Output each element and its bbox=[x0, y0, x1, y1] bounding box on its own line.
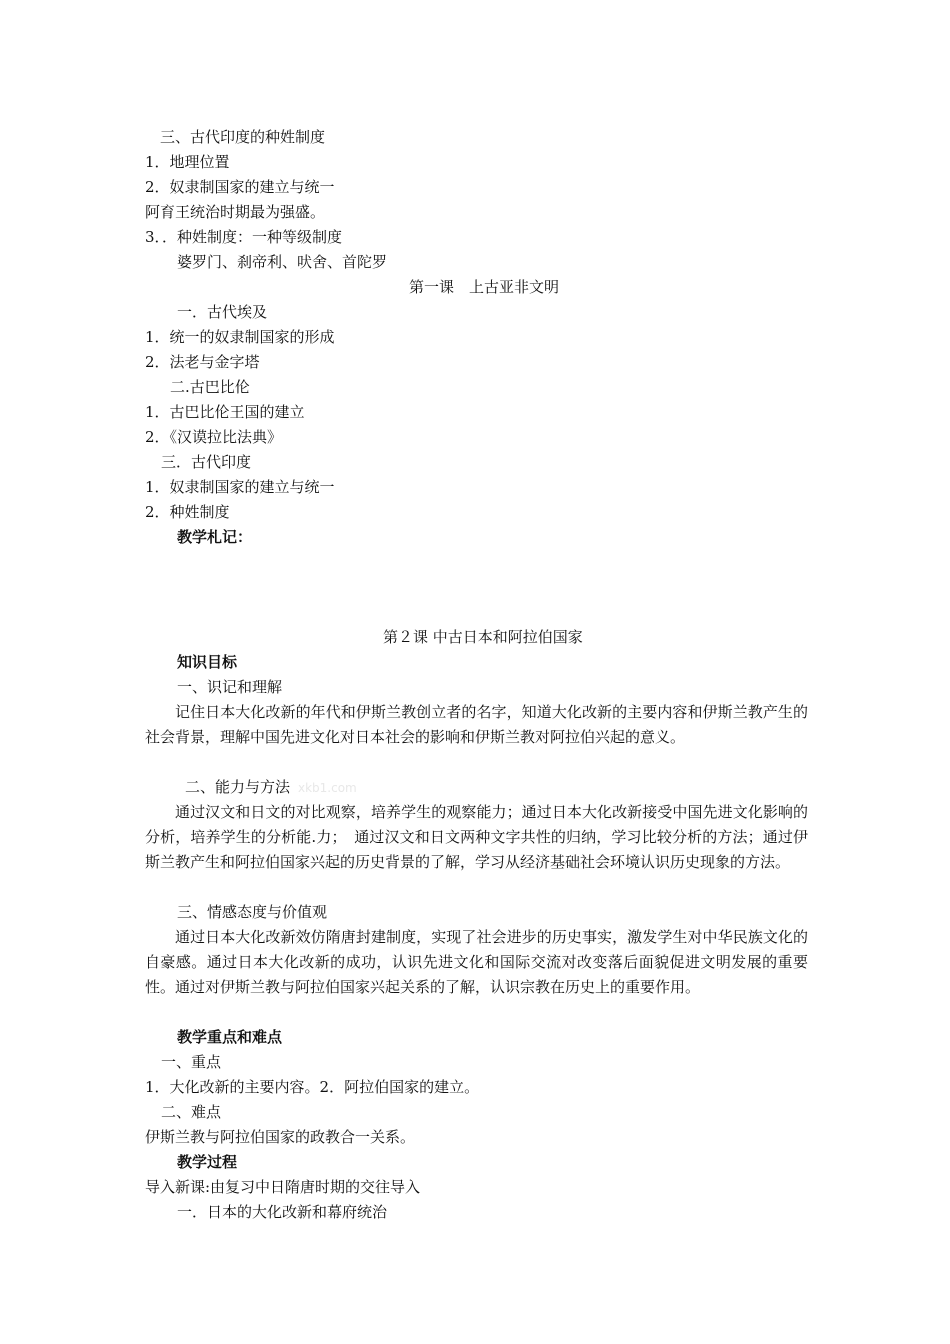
list-item: 2．法老与金字塔 bbox=[145, 353, 260, 371]
subheading: 三、情感态度与价值观 bbox=[177, 903, 328, 921]
lesson-title: 第２课 中古日本和阿拉伯国家 bbox=[383, 628, 583, 646]
text-line: 阿育王统治时期最为强盛。 bbox=[145, 203, 326, 221]
subheading: 二、能力与方法 bbox=[185, 778, 291, 796]
list-item: 1．奴隶制国家的建立与统一 bbox=[145, 478, 335, 496]
list-item: 1．统一的奴隶制国家的形成 bbox=[145, 328, 335, 346]
text-line: 1．大化改新的主要内容。2．阿拉伯国家的建立。 bbox=[145, 1078, 480, 1096]
list-item: 3．．种姓制度：一种等级制度 bbox=[145, 228, 343, 246]
section-heading: 三、古代印度的种姓制度 bbox=[160, 128, 326, 146]
summary-heading: 一．古代埃及 bbox=[177, 303, 268, 321]
text-line: 导入新课:由复习中日隋唐时期的交往导入 bbox=[145, 1178, 421, 1196]
subheading: 一、重点 bbox=[161, 1053, 222, 1071]
text-line: 婆罗门、刹帝利、吠舍、首陀罗 bbox=[177, 253, 388, 271]
section-heading: 教学过程 bbox=[177, 1153, 238, 1171]
list-item: 2．种姓制度 bbox=[145, 503, 230, 521]
notes-label: 教学札记： bbox=[177, 528, 253, 546]
paragraph: 记住日本大化改新的年代和伊斯兰教创立者的名字，知道大化改新的主要内容和伊斯兰教产生的社会背景，理解中国先进文化对日本社会的影响和伊斯兰教对阿拉伯兴起的意义。 bbox=[145, 703, 808, 746]
subheading: 一、识记和理解 bbox=[177, 678, 283, 696]
summary-heading: 二.古巴比伦 bbox=[170, 378, 250, 396]
list-item: 2．《汉谟拉比法典》 bbox=[145, 428, 283, 446]
summary-heading: 三．古代印度 bbox=[161, 453, 252, 471]
list-item: 2．奴隶制国家的建立与统一 bbox=[145, 178, 335, 196]
paragraph: 通过汉文和日文的对比观察，培养学生的观察能力；通过日本大化改新接受中国先进文化影响的分析，培养学生的分析能.力； 通过汉文和日文两种文字共性的归纳，学习比较分析的方法；通过伊斯兰教产生和阿拉伯国家兴起的历史背景的了解，学习从经济基础社会环境认识历史现象的方法。 bbox=[145, 803, 808, 871]
summary-title: 第一课 上古亚非文明 bbox=[409, 278, 560, 296]
text-line: 伊斯兰教与阿拉伯国家的政教合一关系。 bbox=[145, 1128, 416, 1146]
list-item: 1．地理位置 bbox=[145, 153, 230, 171]
section-heading: 教学重点和难点 bbox=[177, 1028, 283, 1046]
list-item: 1．古巴比伦王国的建立 bbox=[145, 403, 305, 421]
watermark: xkb1.com bbox=[298, 781, 357, 795]
section-heading: 知识目标 bbox=[177, 653, 238, 671]
subheading: 一．日本的大化改新和幕府统治 bbox=[177, 1203, 388, 1221]
paragraph: 通过日本大化改新效仿隋唐封建制度，实现了社会进步的历史事实，激发学生对中华民族文化的自豪感。通过日本大化改新的成功，认识先进文化和国际交流对改变落后面貌促进文明发展的重要性。通过对伊斯兰教与阿拉伯国家兴起关系的了解，认识宗教在历史上的重要作用。 bbox=[145, 928, 808, 996]
subheading: 二、难点 bbox=[161, 1103, 222, 1121]
